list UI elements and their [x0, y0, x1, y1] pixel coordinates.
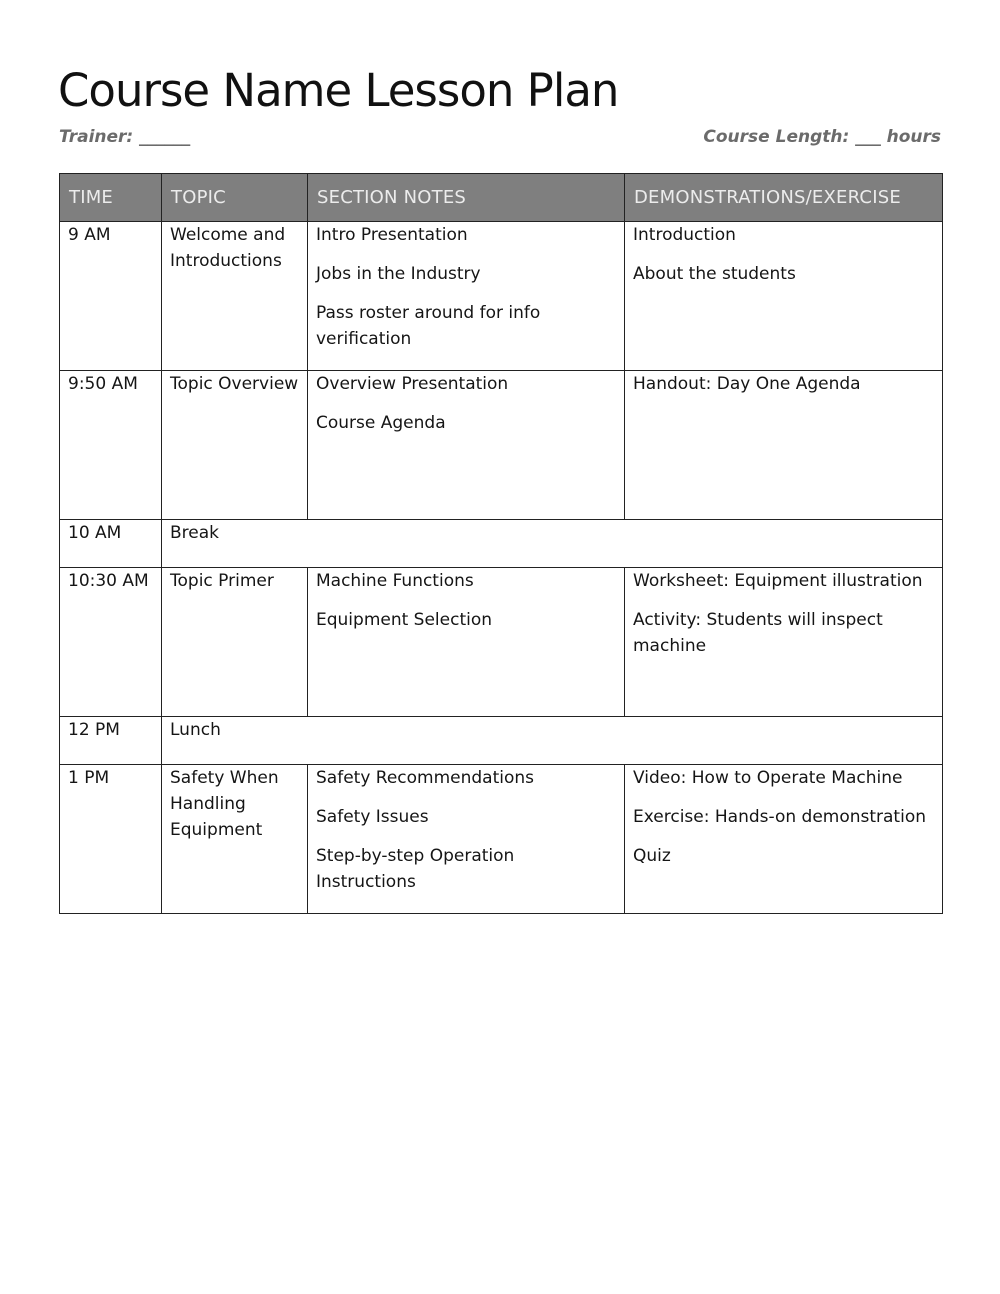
- column-header-topic: TOPIC: [162, 174, 308, 222]
- table-row: [60, 765, 943, 914]
- note-item: Equipment Selection: [316, 610, 493, 630]
- demo-item: About the students: [633, 264, 796, 284]
- demo-item: Activity: Students will inspect machine: [633, 610, 883, 656]
- note-item: Jobs in the Industry: [316, 264, 481, 284]
- demo-item: Handout: Day One Agenda: [633, 374, 861, 394]
- page-title: Course Name Lesson Plan: [58, 64, 619, 117]
- topic-cell: Welcome and Introductions: [162, 222, 308, 371]
- section-notes-cell: [308, 765, 625, 914]
- topic-cell: Topic Primer: [162, 568, 308, 717]
- topic-cell: Topic Overview: [162, 371, 308, 520]
- column-header-demonstrations: DEMONSTRATIONS/EXERCISE: [625, 174, 943, 222]
- table-row: [60, 568, 943, 717]
- note-item: Safety Recommendations: [316, 768, 535, 788]
- demonstrations-cell: [625, 765, 943, 914]
- lunch-label: Lunch: [162, 717, 943, 765]
- demo-item: Introduction: [633, 225, 736, 245]
- demonstrations-cell: [625, 222, 943, 371]
- note-item: Course Agenda: [316, 413, 446, 433]
- note-item: Pass roster around for info verification: [316, 303, 541, 349]
- note-item: Overview Presentation: [316, 374, 509, 394]
- demonstrations-cell: [625, 371, 943, 520]
- lesson-plan-table: [59, 173, 943, 914]
- demo-item: Quiz: [633, 846, 671, 866]
- time-cell: 10 AM: [60, 520, 162, 568]
- note-item: Safety Issues: [316, 807, 429, 827]
- section-notes-cell: [308, 371, 625, 520]
- table-row-lunch: [60, 717, 943, 765]
- section-notes-cell: [308, 568, 625, 717]
- topic-cell: Safety When Handling Equipment: [162, 765, 308, 914]
- time-cell: 1 PM: [60, 765, 162, 914]
- course-length-field: Course Length: ___ hours: [703, 127, 941, 147]
- time-cell: 10:30 AM: [60, 568, 162, 717]
- demo-item: Video: How to Operate Machine: [633, 768, 903, 788]
- demonstrations-cell: [625, 568, 943, 717]
- note-item: Machine Functions: [316, 571, 474, 591]
- demo-item: Exercise: Hands-on demonstration: [633, 807, 927, 827]
- table-header-row: [60, 174, 943, 222]
- column-header-section-notes: SECTION NOTES: [308, 174, 625, 222]
- table-row-break: [60, 520, 943, 568]
- time-cell: 9:50 AM: [60, 371, 162, 520]
- break-label: Break: [162, 520, 943, 568]
- trainer-field: Trainer: ______: [59, 127, 191, 147]
- note-item: Intro Presentation: [316, 225, 468, 245]
- table-row: [60, 371, 943, 520]
- note-item: Step-by-step Operation Instructions: [316, 846, 515, 892]
- section-notes-cell: [308, 222, 625, 371]
- time-cell: 12 PM: [60, 717, 162, 765]
- time-cell: 9 AM: [60, 222, 162, 371]
- table-row: [60, 222, 943, 371]
- demo-item: Worksheet: Equipment illustration: [633, 571, 923, 591]
- column-header-time: TIME: [60, 174, 162, 222]
